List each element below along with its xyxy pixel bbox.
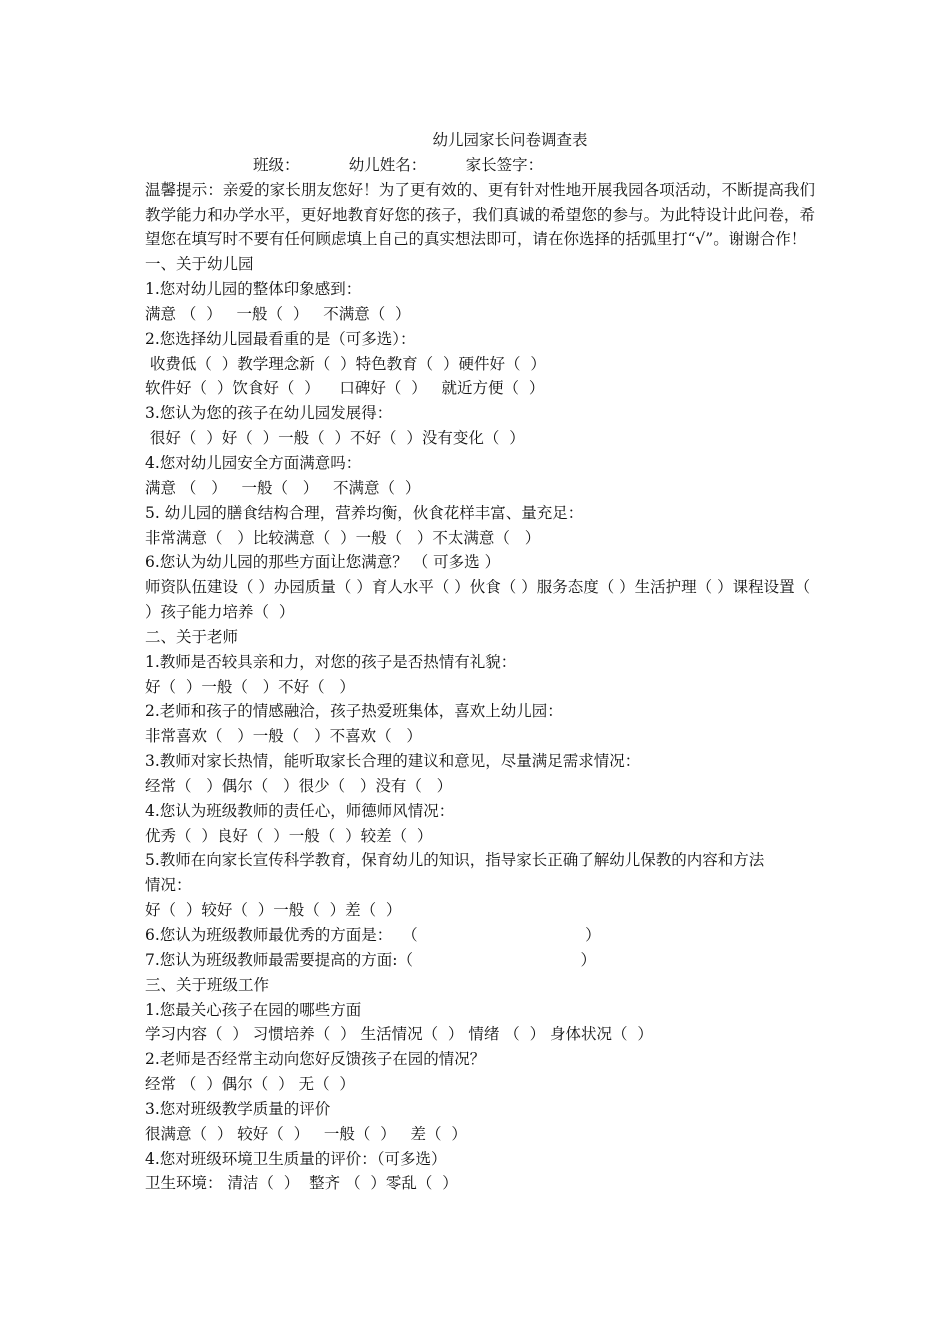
question-line: 5.教师在向家长宣传科学教育，保育幼儿的知识，指导家长正确了解幼儿保教的内容和方法: [145, 851, 765, 870]
question-lines: [145, 252, 815, 1196]
question-line: 非常满意（ ）比较满意（ ）一般（ ）不太满意（ ）: [145, 528, 541, 547]
question-line: 二、关于老师: [145, 627, 239, 646]
question-line: 2.老师和孩子的情感融洽，孩子热爱班集体，喜欢上幼儿园：: [145, 702, 563, 721]
question-line: 4.您对幼儿园安全方面满意吗：: [145, 453, 362, 472]
questionnaire-body: [145, 128, 815, 1196]
question-line: 三、关于班级工作: [145, 975, 270, 994]
question-line: 非常喜欢（ ）一般（ ）不喜欢（ ）: [145, 727, 422, 746]
question-line: 6.您认为幼儿园的那些方面让您满意？ （ 可多选 ）: [145, 553, 501, 572]
question-line: 2.您选择幼儿园最看重的是（可多选）：: [145, 329, 416, 348]
question-line: 经常（ ）偶尔（ ）很少（ ）没有（ ）: [145, 776, 453, 795]
question-line: 4.您认为班级教师的责任心，师德师风情况：: [145, 801, 455, 820]
question-line: 很满意（ ） 较好（ ） 一般（ ） 差（ ）: [145, 1124, 467, 1143]
question-line: 一、关于幼儿园: [145, 255, 254, 274]
question-line: 经常 （ ）偶尔（ ） 无（ ）: [145, 1075, 355, 1094]
question-line: 7.您认为班级教师最需要提高的方面:（ ）: [145, 950, 597, 969]
question-line: 好（ ）较好（ ）一般（ ）差（ ）: [145, 901, 402, 920]
question-line: 优秀（ ）良好（ ）一般（ ）较差（ ）: [145, 826, 433, 845]
question-line: 2.老师是否经常主动向您好反馈孩子在园的情况？: [145, 1050, 486, 1069]
question-line: 满意 （ ） 一般（ ） 不满意（ ）: [145, 304, 411, 323]
question-line: 学习内容（ ） 习惯培养（ ） 生活情况（ ） 情绪 （ ） 身体状况（ ）: [145, 1025, 653, 1044]
question-line: 好（ ）一般（ ）不好（ ）: [145, 677, 355, 696]
question-line: 6.您认为班级教师最优秀的方面是： （ ）: [145, 926, 601, 944]
question-line: 收费低（ ）教学理念新（ ）特色教育（ ）硬件好（ ）: [145, 354, 546, 373]
question-line: 5. 幼儿园的膳食结构合理，营养均衡，伙食花样丰富、量充足：: [145, 503, 584, 522]
question-line: 很好（ ）好（ ）一般（ ）不好（ ）没有变化（ ）: [145, 429, 525, 448]
question-line: 3.您认为您的孩子在幼儿园发展得：: [145, 404, 393, 423]
question-line: 3.您对班级教学质量的评价: [145, 1099, 331, 1118]
question-line: 1.您对幼儿园的整体印象感到：: [145, 280, 362, 299]
form-header-fields: 班级： 幼儿姓名： 家长签字：: [253, 155, 544, 174]
question-line: 师资队伍建设（ ）办园质量（ ）育人水平（ ）伙食（ ）服务态度（ ）生活护理（ ）课程设置（: [145, 578, 811, 597]
intro-paragraph: 温馨提示：亲爱的家长朋友您好！为了更有效的、更有针对性地开展我园各项活动，不断提高我们教学能力和办学水平，更好地教育好您的孩子，我们真诚的希望您的参与。为此特设计此问卷，希望您在填写时不要有任何顾虑填上自己的真实想法即可，请在你选择的括弧里打“√”。谢谢合作！: [145, 180, 815, 249]
question-line: 情况：: [145, 876, 192, 895]
question-line: 1.您最关心孩子在园的哪些方面: [145, 1000, 362, 1019]
document-title: 幼儿园家长问卷调查表: [432, 131, 588, 149]
question-line: ）孩子能力培养（ ）: [145, 603, 295, 622]
question-line: 软件好（ ）饮食好（ ） 口碑好（ ） 就近方便（ ）: [145, 379, 545, 398]
question-line: 卫生环境： 清洁（ ） 整齐 （ ）零乱（ ）: [145, 1174, 458, 1193]
question-line: 1.教师是否较具亲和力，对您的孩子是否热情有礼貌：: [145, 652, 517, 671]
question-line: 4.您对班级环境卫生质量的评价：（可多选）: [145, 1149, 447, 1168]
question-line: 3.教师对家长热情，能听取家长合理的建议和意见，尽量满足需求情况：: [145, 752, 641, 771]
question-line: 满意 （ ） 一般（ ） 不满意（ ）: [145, 478, 421, 497]
